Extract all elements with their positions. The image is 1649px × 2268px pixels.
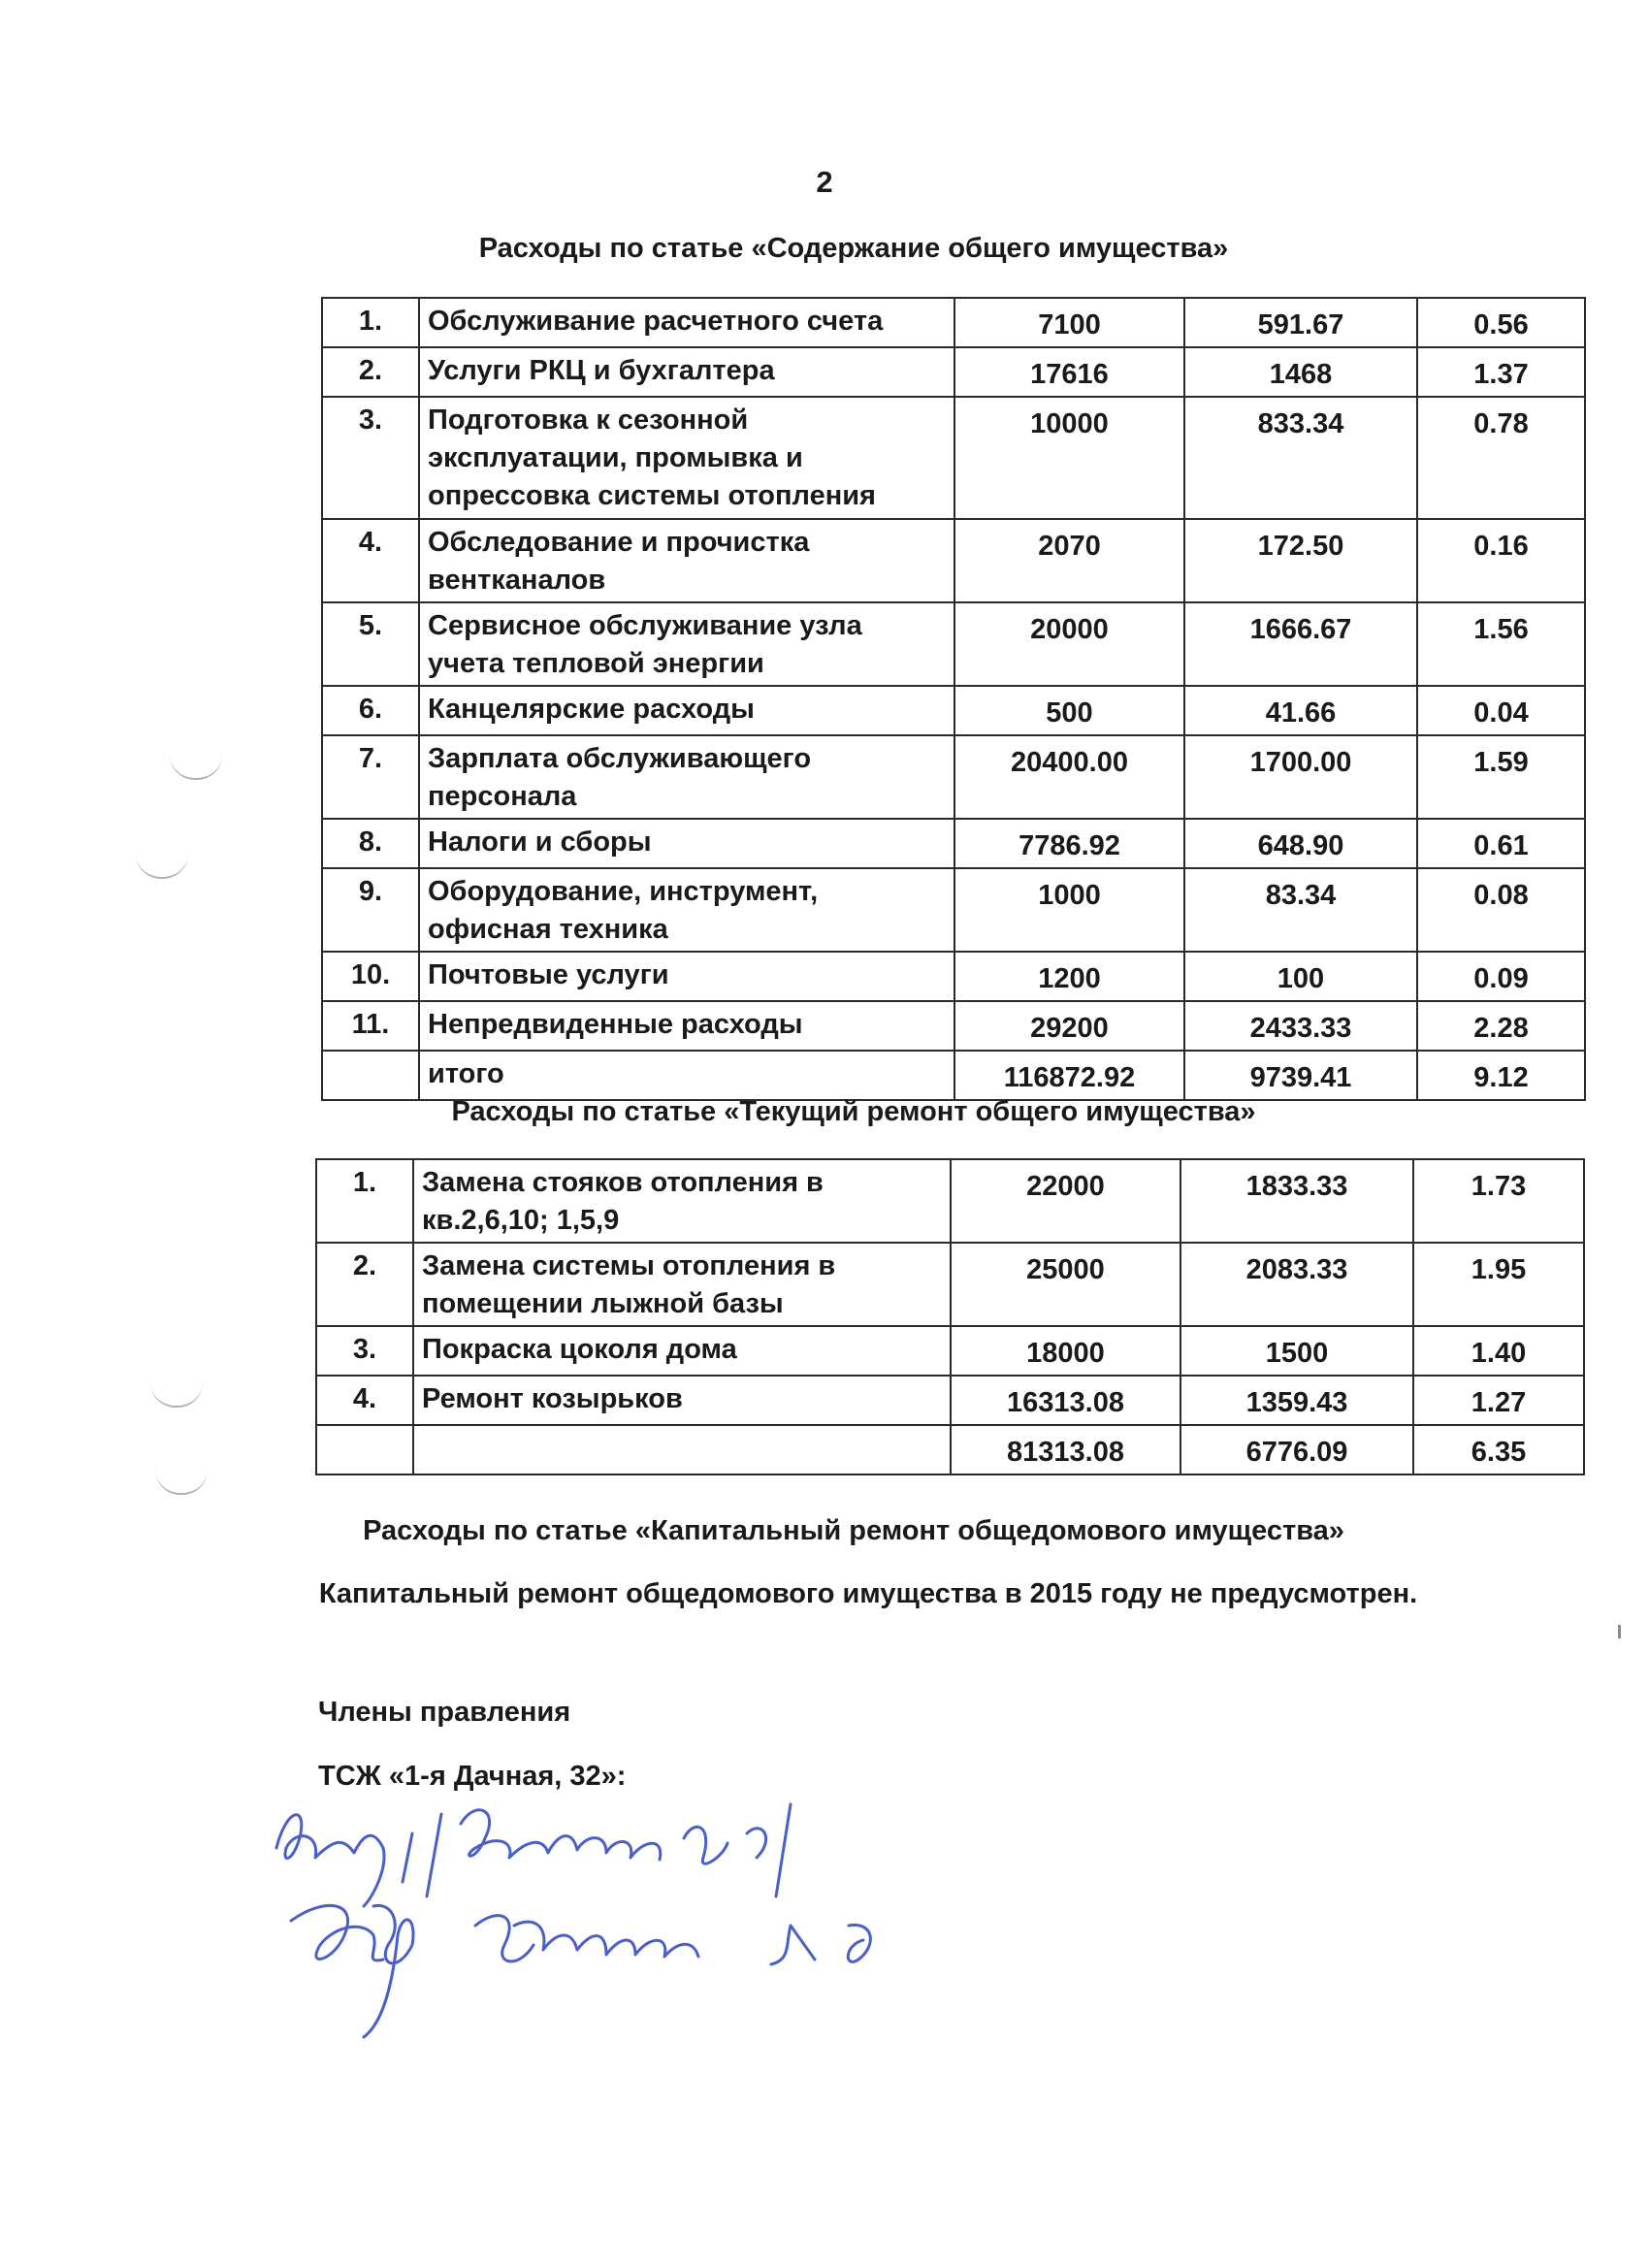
table-row xyxy=(322,868,1585,952)
monthly-amount: 9739.41 xyxy=(1184,1051,1417,1100)
table-row xyxy=(316,1159,1584,1243)
annual-amount: 29200 xyxy=(954,1001,1184,1051)
per-m2-rate: 0.08 xyxy=(1417,868,1585,952)
hoa-name-label: ТСЖ «1-я Дачная, 32»: xyxy=(318,1761,627,1792)
monthly-amount: 591.67 xyxy=(1184,298,1417,347)
monthly-amount: 6776.09 xyxy=(1180,1425,1413,1474)
table-row xyxy=(322,819,1585,868)
row-number: 5. xyxy=(322,602,419,686)
expense-description: Подготовка к сезонной эксплуатации, промывка и опрессовка системы отопления xyxy=(419,397,954,519)
row-number: 3. xyxy=(322,397,419,519)
row-number: 11. xyxy=(322,1001,419,1051)
row-number: 1. xyxy=(316,1159,413,1243)
table-row xyxy=(322,397,1585,519)
maintenance-expense-table xyxy=(321,297,1586,1101)
capital-repair-notice: Капитальный ремонт общедомового имущества в 2015 году не предусмотрен. xyxy=(318,1578,1418,1609)
annual-amount: 20400.00 xyxy=(954,735,1184,819)
expense-description: Сервисное обслуживание узла учета тепловой энергии xyxy=(419,602,954,686)
monthly-amount: 172.50 xyxy=(1184,519,1417,602)
table-row xyxy=(322,1001,1585,1051)
row-number: 10. xyxy=(322,952,419,1001)
maintenance-section-title: Расходы по статье «Содержание общего имущества» xyxy=(478,233,1229,264)
table-row xyxy=(322,602,1585,686)
annual-amount: 20000 xyxy=(954,602,1184,686)
table-row xyxy=(322,952,1585,1001)
per-m2-rate: 0.16 xyxy=(1417,519,1585,602)
per-m2-rate: 0.56 xyxy=(1417,298,1585,347)
table-total-row xyxy=(322,1051,1585,1100)
expense-description: Оборудование, инструмент, офисная техника xyxy=(419,868,954,952)
table-row xyxy=(322,735,1585,819)
table-row xyxy=(316,1326,1584,1376)
monthly-amount: 648.90 xyxy=(1184,819,1417,868)
table-row xyxy=(316,1243,1584,1326)
row-number: 9. xyxy=(322,868,419,952)
expense-description: Покраска цоколя дома xyxy=(413,1326,951,1376)
per-m2-rate: 1.59 xyxy=(1417,735,1585,819)
annual-amount: 1000 xyxy=(954,868,1184,952)
table-row xyxy=(322,298,1585,347)
annual-amount: 116872.92 xyxy=(954,1051,1184,1100)
monthly-amount: 1500 xyxy=(1180,1326,1413,1376)
expense-description: итого xyxy=(419,1051,954,1100)
scan-speck xyxy=(1618,1625,1621,1638)
board-members-label: Члены правления xyxy=(318,1697,571,1728)
expense-description: Обследование и прочистка вентканалов xyxy=(419,519,954,602)
table-row xyxy=(322,686,1585,735)
row-number: 2. xyxy=(322,347,419,397)
expense-description: Услуги РКЦ и бухгалтера xyxy=(419,347,954,397)
per-m2-rate: 0.61 xyxy=(1417,819,1585,868)
monthly-amount: 1359.43 xyxy=(1180,1376,1413,1425)
per-m2-rate: 1.40 xyxy=(1413,1326,1584,1376)
punch-hole-mark xyxy=(155,1470,208,1495)
page-number: 2 xyxy=(816,165,833,199)
punch-hole-mark xyxy=(136,854,188,879)
monthly-amount: 2083.33 xyxy=(1180,1243,1413,1326)
per-m2-rate: 1.73 xyxy=(1413,1159,1584,1243)
monthly-amount: 41.66 xyxy=(1184,686,1417,735)
expense-description: Почтовые услуги xyxy=(419,952,954,1001)
annual-amount: 7100 xyxy=(954,298,1184,347)
per-m2-rate: 9.12 xyxy=(1417,1051,1585,1100)
monthly-amount: 2433.33 xyxy=(1184,1001,1417,1051)
row-number: 8. xyxy=(322,819,419,868)
row-number: 1. xyxy=(322,298,419,347)
annual-amount: 7786.92 xyxy=(954,819,1184,868)
monthly-amount: 1666.67 xyxy=(1184,602,1417,686)
monthly-amount: 833.34 xyxy=(1184,397,1417,519)
per-m2-rate: 1.37 xyxy=(1417,347,1585,397)
per-m2-rate: 6.35 xyxy=(1413,1425,1584,1474)
expense-description: Канцелярские расходы xyxy=(419,686,954,735)
row-number: 7. xyxy=(322,735,419,819)
expense-description: Налоги и сборы xyxy=(419,819,954,868)
monthly-amount: 1700.00 xyxy=(1184,735,1417,819)
handwritten-signatures xyxy=(267,1790,946,2042)
punch-hole-mark xyxy=(170,755,222,780)
repair-section-title: Расходы по статье «Текущий ремонт общего имущества» xyxy=(451,1096,1256,1127)
row-number: 3. xyxy=(316,1326,413,1376)
per-m2-rate: 1.27 xyxy=(1413,1376,1584,1425)
row-number: 2. xyxy=(316,1243,413,1326)
monthly-amount: 1833.33 xyxy=(1180,1159,1413,1243)
monthly-amount: 83.34 xyxy=(1184,868,1417,952)
annual-amount: 500 xyxy=(954,686,1184,735)
annual-amount: 10000 xyxy=(954,397,1184,519)
per-m2-rate: 0.09 xyxy=(1417,952,1585,1001)
table-row xyxy=(322,347,1585,397)
capital-section-title: Расходы по статье «Капитальный ремонт общедомового имущества» xyxy=(363,1515,1344,1546)
expense-description: Зарплата обслуживающего персонала xyxy=(419,735,954,819)
table-row xyxy=(322,519,1585,602)
per-m2-rate: 1.56 xyxy=(1417,602,1585,686)
expense-description: Замена системы отопления в помещении лыжной базы xyxy=(413,1243,951,1326)
row-number: 4. xyxy=(322,519,419,602)
annual-amount: 25000 xyxy=(951,1243,1180,1326)
monthly-amount: 100 xyxy=(1184,952,1417,1001)
per-m2-rate: 0.04 xyxy=(1417,686,1585,735)
expense-description: Ремонт козырьков xyxy=(413,1376,951,1425)
annual-amount: 1200 xyxy=(954,952,1184,1001)
table-row xyxy=(316,1376,1584,1425)
annual-amount: 22000 xyxy=(951,1159,1180,1243)
row-number: 6. xyxy=(322,686,419,735)
per-m2-rate: 2.28 xyxy=(1417,1001,1585,1051)
per-m2-rate: 1.95 xyxy=(1413,1243,1584,1326)
row-number: 4. xyxy=(316,1376,413,1425)
per-m2-rate: 0.78 xyxy=(1417,397,1585,519)
expense-description: Непредвиденные расходы xyxy=(419,1001,954,1051)
annual-amount: 2070 xyxy=(954,519,1184,602)
table-total-row xyxy=(316,1425,1584,1474)
annual-amount: 81313.08 xyxy=(951,1425,1180,1474)
row-number xyxy=(322,1051,419,1100)
row-number xyxy=(316,1425,413,1474)
annual-amount: 18000 xyxy=(951,1326,1180,1376)
expense-description xyxy=(413,1425,951,1474)
annual-amount: 17616 xyxy=(954,347,1184,397)
monthly-amount: 1468 xyxy=(1184,347,1417,397)
signature-drawing xyxy=(267,1790,946,2042)
punch-hole-mark xyxy=(150,1382,203,1408)
expense-description: Обслуживание расчетного счета xyxy=(419,298,954,347)
annual-amount: 16313.08 xyxy=(951,1376,1180,1425)
expense-description: Замена стояков отопления в кв.2,6,10; 1,5,9 xyxy=(413,1159,951,1243)
repair-expense-table xyxy=(315,1158,1585,1475)
